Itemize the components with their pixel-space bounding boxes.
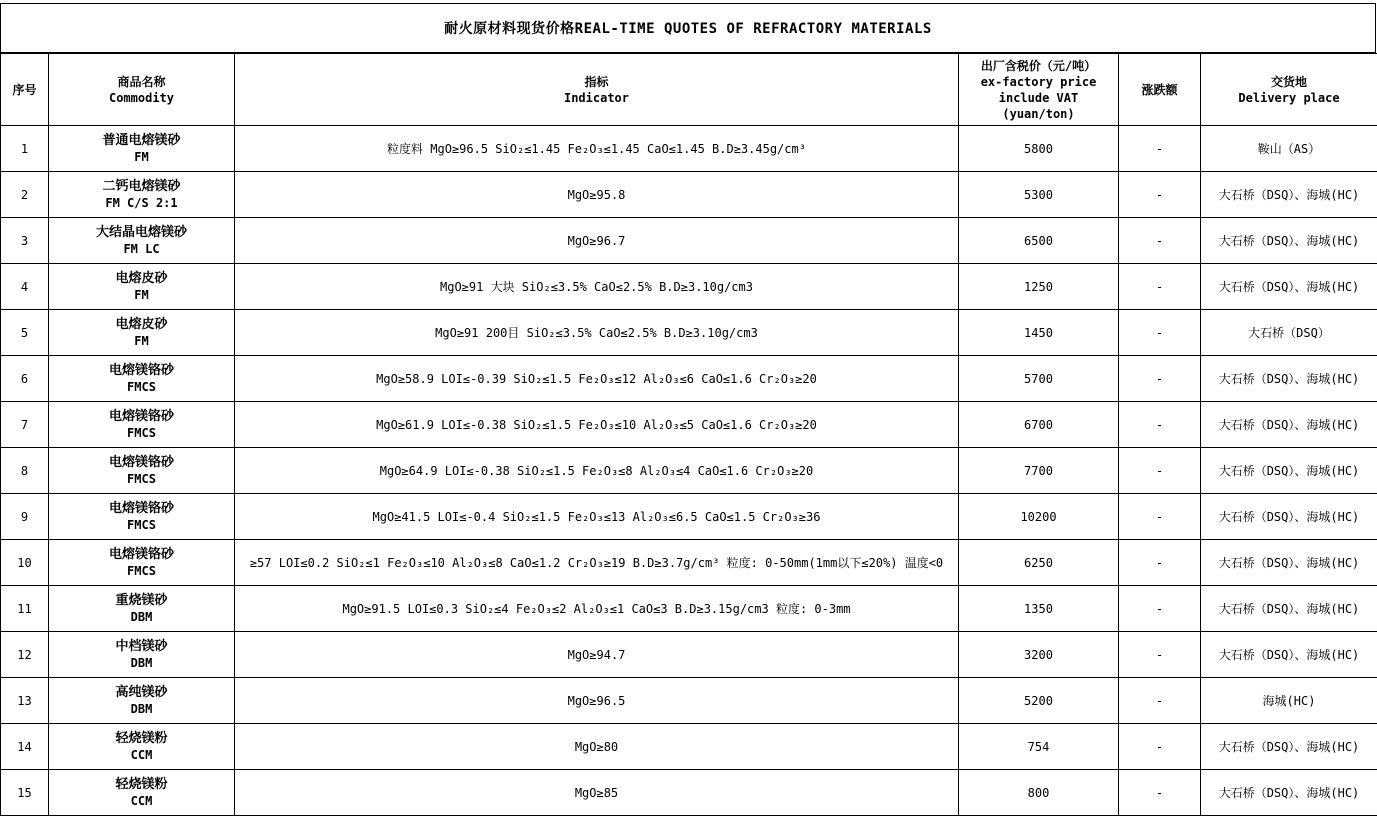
row-delivery: 大石桥（DSQ）、海城(HC) [1201,356,1377,402]
row-no: 10 [1,540,49,586]
row-delivery: 大石桥（DSQ）、海城(HC) [1201,494,1377,540]
commodity-code: CCM [130,747,153,762]
header-commodity-en: Commodity [108,90,175,105]
row-no: 5 [1,310,49,356]
row-change: - [1119,724,1201,770]
indicator-text: MgO≥96.7 [567,233,626,248]
header-commodity [49,54,235,126]
row-commodity [49,402,235,448]
indicator-text: ≥57 LOI≤0.2 SiO₂≤1 Fe₂O₃≤10 Al₂O₃≤8 CaO≤1.2 Cr₂O₃≥19 B.D≥3.7g/cm³ 粒度: 0-50mm(1mm以下≤20%) 温度<0 [249,556,944,570]
commodity-name: 电熔皮砂 [115,316,168,332]
row-delivery: 大石桥（DSQ）、海城(HC) [1201,172,1377,218]
row-change: - [1119,632,1201,678]
row-delivery: 大石桥（DSQ）、海城(HC) [1201,218,1377,264]
row-price: 7700 [959,448,1119,494]
commodity-code: FMCS [127,425,156,440]
table-row [1,770,1377,816]
row-indicator [235,402,959,448]
row-price: 5300 [959,172,1119,218]
row-change: - [1119,448,1201,494]
indicator-text: MgO≥95.8 [567,187,626,202]
row-change: - [1119,770,1201,816]
commodity-name: 大结晶电熔镁砂 [95,224,187,240]
row-change: - [1119,494,1201,540]
commodity-code: DBM [130,655,153,670]
row-indicator [235,356,959,402]
row-no: 2 [1,172,49,218]
indicator-text: MgO≥96.5 [567,693,626,708]
commodity-name: 电熔镁铬砂 [108,546,174,562]
row-price: 6500 [959,218,1119,264]
header-indicator-cn: 指标 [584,74,609,89]
row-no: 12 [1,632,49,678]
row-delivery: 大石桥（DSQ）、海城(HC) [1201,770,1377,816]
row-change: - [1119,218,1201,264]
row-no: 13 [1,678,49,724]
indicator-text: MgO≥41.5 LOI≤-0.4 SiO₂≤1.5 Fe₂O₃≤13 Al₂O₃≤6.5 CaO≤1.5 Cr₂O₃≥36 [372,509,821,524]
table-row [1,218,1377,264]
commodity-code: FM [134,333,149,348]
row-indicator [235,172,959,218]
row-no: 15 [1,770,49,816]
commodity-name: 轻烧镁粉 [115,730,168,746]
row-commodity [49,126,235,172]
commodity-name: 电熔镁铬砂 [108,362,174,378]
table-row [1,402,1377,448]
commodity-name: 二钙电熔镁砂 [102,178,181,194]
commodity-name: 电熔镁铬砂 [108,500,174,516]
indicator-text: MgO≥91 200目 SiO₂≤3.5% CaO≤2.5% B.D≥3.10g/cm3 [435,326,758,340]
commodity-code: FM [134,149,149,164]
row-delivery: 大石桥（DSQ）、海城(HC) [1201,632,1377,678]
row-change: - [1119,126,1201,172]
header-change: 涨跌额 [1119,54,1201,126]
table-row [1,540,1377,586]
header-price-line2: ex-factory price [980,74,1097,89]
row-delivery: 大石桥（DSQ）、海城(HC) [1201,540,1377,586]
row-delivery: 海城(HC) [1201,678,1377,724]
row-indicator [235,540,959,586]
commodity-name: 电熔镁铬砂 [108,454,174,470]
row-price: 3200 [959,632,1119,678]
row-indicator [235,494,959,540]
row-commodity [49,770,235,816]
row-no: 9 [1,494,49,540]
row-change: - [1119,678,1201,724]
row-no: 4 [1,264,49,310]
row-no: 8 [1,448,49,494]
row-change: - [1119,540,1201,586]
row-price: 5800 [959,126,1119,172]
commodity-name: 轻烧镁粉 [115,776,168,792]
header-delivery-cn: 交货地 [1270,74,1307,89]
commodity-name: 普通电熔镁砂 [102,132,181,148]
row-commodity [49,540,235,586]
row-price: 5200 [959,678,1119,724]
indicator-text: MgO≥61.9 LOI≤-0.38 SiO₂≤1.5 Fe₂O₃≤10 Al₂O₃≤5 CaO≤1.6 Cr₂O₃≥20 [376,417,817,432]
row-no: 1 [1,126,49,172]
indicator-text: MgO≥94.7 [567,647,626,662]
commodity-code: FMCS [127,517,156,532]
price-table [0,53,1377,816]
commodity-name: 中档镁砂 [115,638,168,654]
commodity-name: 电熔镁铬砂 [108,408,174,424]
header-delivery-en: Delivery place [1238,90,1340,105]
indicator-text: MgO≥85 [574,785,619,800]
row-delivery: 大石桥（DSQ）、海城(HC) [1201,448,1377,494]
commodity-name: 电熔皮砂 [115,270,168,286]
table-row [1,678,1377,724]
row-change: - [1119,172,1201,218]
row-commodity [49,724,235,770]
table-row [1,586,1377,632]
header-no: 序号 [1,54,49,126]
commodity-code: FMCS [127,471,156,486]
header-price-line1: 出厂含税价（元/吨） [980,58,1097,73]
row-no: 11 [1,586,49,632]
row-commodity [49,172,235,218]
commodity-code: FM C/S 2:1 [105,195,178,210]
row-commodity [49,264,235,310]
row-indicator [235,448,959,494]
row-delivery: 大石桥（DSQ）、海城(HC) [1201,724,1377,770]
indicator-text: MgO≥80 [574,739,619,754]
row-commodity [49,494,235,540]
indicator-text: MgO≥58.9 LOI≤-0.39 SiO₂≤1.5 Fe₂O₃≤12 Al₂O₃≤6 CaO≤1.6 Cr₂O₃≥20 [376,371,817,386]
row-no: 3 [1,218,49,264]
row-price: 800 [959,770,1119,816]
table-row [1,632,1377,678]
row-no: 6 [1,356,49,402]
row-delivery: 大石桥（DSQ） [1201,310,1377,356]
row-price: 1350 [959,586,1119,632]
row-change: - [1119,310,1201,356]
row-commodity [49,356,235,402]
commodity-code: FMCS [127,379,156,394]
commodity-code: DBM [130,609,153,624]
commodity-name: 高纯镁砂 [115,684,168,700]
row-indicator [235,770,959,816]
table-row [1,172,1377,218]
row-indicator [235,678,959,724]
table-row [1,264,1377,310]
row-change: - [1119,586,1201,632]
header-price-line3: include VAT [998,90,1079,105]
row-indicator [235,218,959,264]
header-row [1,54,1377,126]
row-delivery: 大石桥（DSQ）、海城(HC) [1201,586,1377,632]
row-delivery: 鞍山（AS） [1201,126,1377,172]
table-row [1,356,1377,402]
header-indicator [235,54,959,126]
row-change: - [1119,402,1201,448]
header-price [959,54,1119,126]
row-price: 6700 [959,402,1119,448]
indicator-text: MgO≥91.5 LOI≤0.3 SiO₂≤4 Fe₂O₃≤2 Al₂O₃≤1 CaO≤3 B.D≥3.15g/cm3 粒度: 0-3mm [342,602,851,616]
row-price: 754 [959,724,1119,770]
row-indicator [235,724,959,770]
indicator-text: 粒度料 MgO≥96.5 SiO₂≤1.45 Fe₂O₃≤1.45 CaO≤1.45 B.D≥3.45g/cm³ [387,142,806,156]
row-delivery: 大石桥（DSQ）、海城(HC) [1201,264,1377,310]
row-price: 5700 [959,356,1119,402]
header-commodity-cn: 商品名称 [117,74,166,89]
commodity-code: FM [134,287,149,302]
row-indicator [235,586,959,632]
header-price-line4: (yuan/ton) [1002,106,1075,121]
header-delivery [1201,54,1377,126]
row-commodity [49,218,235,264]
commodity-code: DBM [130,701,153,716]
row-commodity [49,448,235,494]
row-commodity [49,310,235,356]
row-delivery: 大石桥（DSQ）、海城(HC) [1201,402,1377,448]
commodity-name: 重烧镁砂 [115,592,168,608]
indicator-text: MgO≥91 大块 SiO₂≤3.5% CaO≤2.5% B.D≥3.10g/cm3 [440,280,753,294]
row-price: 1250 [959,264,1119,310]
row-no: 7 [1,402,49,448]
row-commodity [49,678,235,724]
commodity-code: FMCS [127,563,156,578]
row-price: 1450 [959,310,1119,356]
row-indicator [235,310,959,356]
row-change: - [1119,264,1201,310]
row-commodity [49,586,235,632]
indicator-text: MgO≥64.9 LOI≤-0.38 SiO₂≤1.5 Fe₂O₃≤8 Al₂O₃≤4 CaO≤1.6 Cr₂O₃≥20 [379,463,814,478]
row-indicator [235,632,959,678]
sheet-title: 耐火原材料现货价格REAL-TIME QUOTES OF REFRACTORY MATERIALS [0,3,1376,53]
table-row [1,448,1377,494]
row-change: - [1119,356,1201,402]
row-price: 10200 [959,494,1119,540]
table-row [1,724,1377,770]
row-price: 6250 [959,540,1119,586]
commodity-code: FM LC [123,241,160,256]
row-no: 14 [1,724,49,770]
row-indicator [235,264,959,310]
table-row [1,310,1377,356]
header-indicator-en: Indicator [563,90,630,105]
commodity-code: CCM [130,793,153,808]
row-indicator [235,126,959,172]
table-row [1,494,1377,540]
table-row [1,126,1377,172]
row-commodity [49,632,235,678]
